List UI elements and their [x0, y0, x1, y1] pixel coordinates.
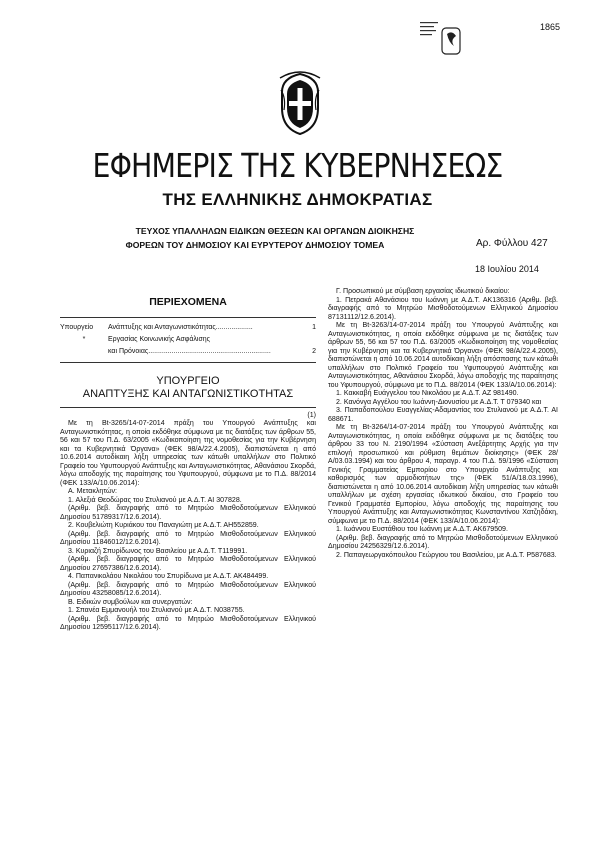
toc-heading: ΠΕΡΙΕΧΟΜΕΝΑ: [149, 296, 227, 308]
page-number: 1865: [540, 22, 561, 32]
body-paragraph: 2. Κανόνγα Αγγέλου του Ιωάννη-Διονυσίου με Α.Δ.Τ. Τ 079340 και: [336, 398, 542, 406]
body-paragraph: 1. Αλεξιά Θεοδώρας του Στυλιανού με Α.Δ.Τ. ΑΙ 307828.: [68, 496, 242, 504]
toc-entry-page: 2: [312, 347, 316, 355]
body-paragraph: Γ. Προσωπικού με σύμβαση εργασίας ιδιωτικού δικαίου:: [336, 288, 510, 295]
toc-entry-text: Ανάπτυξης και Ανταγωνιστικότητας...................: [108, 323, 253, 331]
body-paragraph: 2. Κουβελιώτη Κυριάκου του Παναγιώτη με Α.Δ.Τ. ΑΗ552859.: [68, 522, 259, 529]
issue-date: 18 Ιουλίου 2014: [475, 264, 539, 274]
body-paragraph: Α. Μετακλητών:: [68, 488, 118, 495]
body-paragraph: 1. Σπανέα Εμμανουήλ του Στυλιανού με Α.Δ.Τ. Ν038755.: [68, 607, 245, 614]
body-paragraph: (Αριθμ. βεβ. διαγραφής από το Μητρώο Μισθοδοτούμενων Ελληνικού Δημοσίου 27657386/12.6.2014).: [60, 556, 316, 572]
toc-ministry-label: Υπουργείο: [60, 323, 94, 331]
ministry-heading: [60, 375, 316, 401]
issue-type-line-1: ΤΕΥΧΟΣ ΥΠΑΛΛΗΛΩΝ ΕΙΔΙΚΩΝ ΘΕΣΕΩΝ ΚΑΙ ΟΡΓΑΝΩΝ ΔΙΟΙΚΗΣΗΣ: [135, 226, 415, 236]
greek-coat-of-arms-icon: [278, 68, 322, 138]
decision-number: (1): [307, 411, 316, 419]
body-paragraph: Με τη Βt-3264/14-07-2014 πράξη του Υπουργού Ανάπτυξης και Ανταγωνιστικότητας, η οποία εκδόθηκε σύμφωνα με τις διατάξεις του άρθρου 33 του Ν. 2190/1994 «Σύσταση Ανεξάρτητης Αρχής για την επιλογή προσωπικού και ρύθμιση θεμάτων διοίκησης» (ΦΕΚ 28/Α/03.03.1994) και του άρθρου 4, παραγρ. 4 του Π.Δ. 59/1996 «Σύσταση Γενικής Γραμματείας Εμπορίου στο Υπουργείο Ανάπτυξης και καθορισμός των αρμοδιοτήτων της» (ΦΕΚ 51/Α/18.03.1996), διαπιστώνεται η από 10.06.2014 αυτοδίκαιη λήξη υπηρεσίας των κάτωθι υπαλλήλων με σχέση εργασίας ιδιωτικού δικαίου, στο Γραφείο του Γενικού Γραμματέα Εμπορίου, λόγω αποδοχής της παραίτησης του Υπουργού Ανάπτυξης και Ανταγωνιστικότητας Κωνσταντίνου Χατζηδάκη, σύμφωνα με το Π.Δ. 88/2014 (ΦΕΚ 133/Α/10.06.2014):: [328, 424, 558, 525]
body-paragraph: (Αριθμ. βεβ. διαγραφής από το Μητρώο Μισθοδοτούμενων Ελληνικού Δημοσίου 12595117/12.6.2014).: [60, 615, 316, 631]
toc-entry-page: [306, 334, 316, 346]
toc-entry-text: Εργασίας Κοινωνικής Ασφάλισης: [108, 335, 211, 343]
ministry-rule: [60, 407, 316, 408]
body-paragraph: Β. Ειδικών συμβούλων και συνεργατών:: [68, 598, 193, 606]
sheet-number: Αρ. Φύλλου 427: [476, 238, 548, 249]
issue-type-line-2: ΦΟΡΕΩΝ ΤΟΥ ΔΗΜΟΣΙΟΥ ΚΑΙ ΕΥΡΥΤΕΡΟΥ ΔΗΜΟΣΙΟΥ ΤΟΜΕΑ: [125, 240, 385, 250]
body-paragraph: 1. Πετρακά Αθανάσιου του Ιωάννη με Α.Δ.Τ. ΑΚ136316 (Αριθμ. βεβ. διαγραφής από το Μητρώο Μισθοδοτούμενων Ελληνικού Δημοσίου 87131112/12.6.2014).: [328, 296, 558, 321]
toc-row: [60, 334, 316, 346]
right-column: [328, 288, 558, 560]
body-paragraph: Με τη Βt-3265/14-07-2014 πράξη του Υπουργού Ανάπτυξης και Ανταγωνιστικότητας, η οποία εκδόθηκε σύμφωνα με τις διατάξεις των άρθρων 55, 56 και 57 του Π.Δ. 63/2005 «Κωδικοποίηση της νομοθεσίας για την Κυβέρνηση και τα Κυβερνητικά Όργανα» (ΦΕΚ 98/Α/22.4.2005), διαπιστώνεται η από 10.6.2014 αυτοδίκαιη λήξη υπηρεσίας των κάτωθι υπαλλήλων στο Πολιτικό Γραφείο του Υφυπουργού Ανάπτυξης και Ανταγωνιστικότητας, Αθανάσιου Σκορδά, λόγω αποδοχής της παραίτησης του Υφυπουργού, σύμφωνα με το Π.Δ. 88/2014 (ΦΕΚ 133/Α/10.06.2014):: [60, 420, 316, 487]
national-printing-office-stamp: [420, 20, 462, 60]
toc-entry-page: 1: [312, 323, 316, 331]
body-paragraph: (Αριθμ. βεβ. διαγραφής από το Μητρώο Μισθοδοτούμενων Ελληνικού Δημοσίου 24256329/12.6.2014).: [328, 534, 558, 550]
body-paragraph: 4. Παπανικολάου Νικολάου του Σπυρίδωνα με Α.Δ.Τ. ΑΚ484499.: [68, 573, 269, 580]
toc-row: [60, 322, 316, 334]
body-paragraph: 2. Παπαγεωργακόπουλου Γεώργιου του Βασιλείου, με Α.Δ.Τ. Ρ587683.: [336, 551, 557, 559]
right-paragraphs: [328, 288, 558, 560]
toc-entry-text: και Πρόνοιας...............................................................: [108, 347, 271, 355]
body-paragraph: Με τη Βt-3263/14-07-2014 πράξη του Υπουργού Ανάπτυξης και Ανταγωνιστικότητας, η οποία εκδόθηκε σύμφωνα με τις διατάξεις των άρθρων 55, 56 και 57 του Π.Δ. 63/2005 «Κωδικοποίηση της νομοθεσίας για την Κυβέρνηση και τα Κυβερνητικά Όργανα» (ΦΕΚ 98/Α/22.4.2005), διαπιστώνεται η από 10.06.2014 αυτοδίκαιη λήξη απόσπασης των κάτωθι υπαλλήλων στο Πολιτικό Γραφείο του Υφυπουργού Ανάπτυξης και Ανταγωνιστικότητας, Αθανάσιου Σκορδά, λόγω αποδοχής της παραίτησης του Υφυπουργού, σύμφωνα με το Π.Δ. 88/2014 (ΦΕΚ 133/Α/10.06.2014):: [328, 322, 558, 389]
body-paragraph: 3. Κυριαζή Σπυρίδωνος του Βασιλείου με Α.Δ.Τ. Τ119991.: [68, 547, 248, 555]
ministry-heading-line-1: ΥΠΟΥΡΓΕΙΟ: [156, 374, 220, 387]
stamp-logo-icon: [420, 20, 462, 60]
toc-mark: *: [82, 335, 86, 343]
body-paragraph: 1. Ιωάννου Ευστάθιου του Ιωάννη με Α.Δ.Τ. ΑΚ679509.: [336, 526, 508, 533]
toc-row: [60, 346, 316, 358]
left-paragraphs: [60, 412, 316, 633]
body-paragraph: (Αριθμ. βεβ. διαγραφής από το Μητρώο Μισθοδοτούμενων Ελληνικού Δημοσίου 51789317/12.6.2014).: [60, 505, 316, 521]
left-column: [60, 288, 316, 633]
body-paragraph: (Αριθμ. βεβ. διαγραφής από το Μητρώο Μισθοδοτούμενων Ελληνικού Δημοσίου 11846012/12.6.2014).: [60, 530, 316, 546]
body-paragraph: (Αριθμ. βεβ. διαγραφής από το Μητρώο Μισθοδοτούμενων Ελληνικού Δημοσίου 43258085/12.6.2014).: [60, 581, 316, 597]
ministry-heading-line-2: ΑΝΑΠΤΥΞΗΣ ΚΑΙ ΑΝΤΑΓΩΝΙΣΤΙΚΟΤΗΤΑΣ: [82, 387, 294, 400]
body-paragraph: 3. Παπαδοπούλου Ευαγγελίας-Αδαμαντίας του Στυλιανού με Α.Δ.Τ. ΑΙ 688671.: [328, 407, 558, 423]
gazette-title: ΕΦΗΜΕΡΙΣ ΤΗΣ ΚΥΒΕΡΝΗΣΕΩΣ: [92, 146, 503, 185]
gazette-subtitle: ΤΗΣ ΕΛΛΗΝΙΚΗΣ ΔΗΜΟΚΡΑΤΙΑΣ: [162, 190, 433, 209]
toc-top-rule: [60, 317, 316, 318]
body-paragraph: 1. Κακκαβή Ευάγγελου του Νικολάου με Α.Δ.Τ. ΑΖ 981490.: [336, 390, 519, 397]
toc-bottom-rule: [60, 362, 316, 363]
